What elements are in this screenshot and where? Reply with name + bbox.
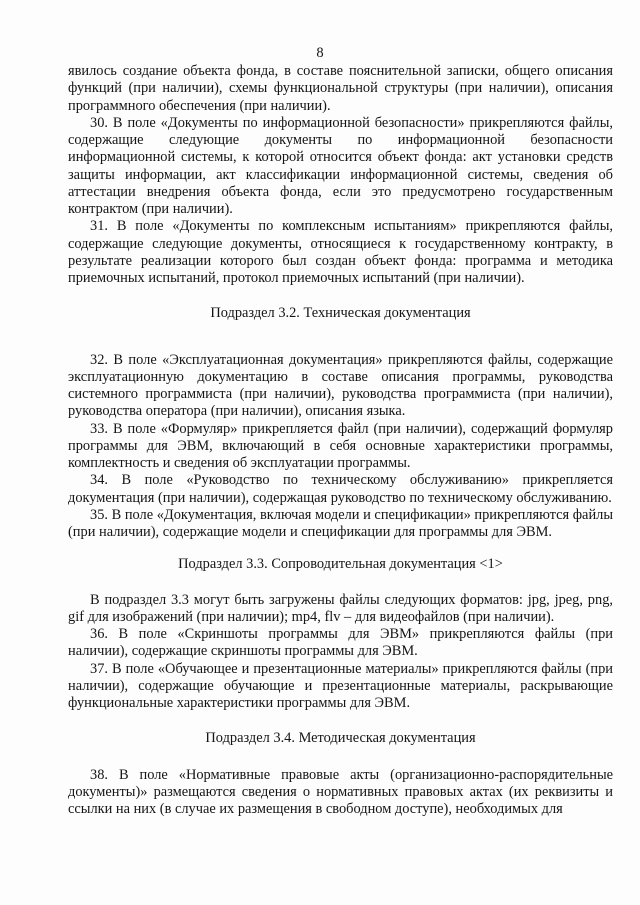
paragraph-continuation: явилось создание объекта фонда, в составе пояснительной записки, общего описания функций (при наличии), схемы функциональной структуры (при наличии), описания программного обеспечения (при наличии). bbox=[68, 63, 613, 114]
paragraph-formats: В подраздел 3.3 могут быть загружены файлы следующих форматов: jpg, jpeg, png, gif для изображений (при наличии); mp4, flv – для видеофайлов (при наличии). bbox=[68, 591, 613, 625]
section-heading-3-3: Подраздел 3.3. Сопроводительная документация <1> bbox=[178, 556, 503, 573]
section-heading-3-2: Подраздел 3.2. Техническая документация bbox=[210, 305, 471, 322]
paragraph-37: 37. В поле «Обучающее и презентационные материалы» прикрепляются файлы (при наличии), содержащие обучающие и презентационные материалы, раскрывающие функциональные характеристики программы для ЭВМ. bbox=[68, 660, 613, 711]
paragraph-30: 30. В поле «Документы по информационной безопасности» прикрепляются файлы, содержащие следующие документы по информационной безопасности информационной системы, к которой относится объект фонда: акт установки средств защиты информации, акт классификации информационной системы, сведения об аттестации внедрения объекта фонда, если это предусмотрено государственным контрактом (при наличии). bbox=[68, 114, 613, 217]
paragraph-36: 36. В поле «Скриншоты программы для ЭВМ» прикрепляются файлы (при наличии), содержащие скриншоты программы для ЭВМ. bbox=[68, 626, 613, 660]
document-body bbox=[68, 63, 613, 818]
paragraph-34: 34. В поле «Руководство по техническому обслуживанию» прикрепляется документация (при наличии), содержащая руководство по техническому обслуживанию. bbox=[68, 472, 613, 506]
section-heading-3-4: Подраздел 3.4. Методическая документация bbox=[205, 730, 476, 747]
paragraph-35: 35. В поле «Документация, включая модели и спецификации» прикрепляются файлы (при наличии), содержащие модели и спецификации для программы для ЭВМ. bbox=[68, 506, 613, 540]
paragraph-38: 38. В поле «Нормативные правовые акты (организационно-распорядительные документы)» размещаются сведения о нормативных правовых актах (их реквизиты и ссылки на них (в случае их размещения в свободном доступе), необходимых для bbox=[68, 766, 613, 817]
page-number: 8 bbox=[316, 45, 324, 61]
paragraph-32: 32. В поле «Эксплуатационная документация» прикрепляются файлы, содержащие эксплуатационную документацию в составе описания программы, руководства системного программиста (при наличии), руководства программиста (при наличии), руководства оператора (при наличии), описания языка. bbox=[68, 351, 613, 420]
paragraph-33: 33. В поле «Формуляр» прикрепляется файл (при наличии), содержащий формуляр программы для ЭВМ, включающий в себя основные характеристики программы, комплектность и сведения об эксплуатации программы. bbox=[68, 420, 613, 471]
paragraph-31: 31. В поле «Документы по комплексным испытаниям» прикрепляются файлы, содержащие следующие документы, относящиеся к государственному контракту, в результате реализации которого был создан объект фонда: программа и методика приемочных испытаний, протокол приемочных испытаний (при наличии). bbox=[68, 218, 613, 286]
